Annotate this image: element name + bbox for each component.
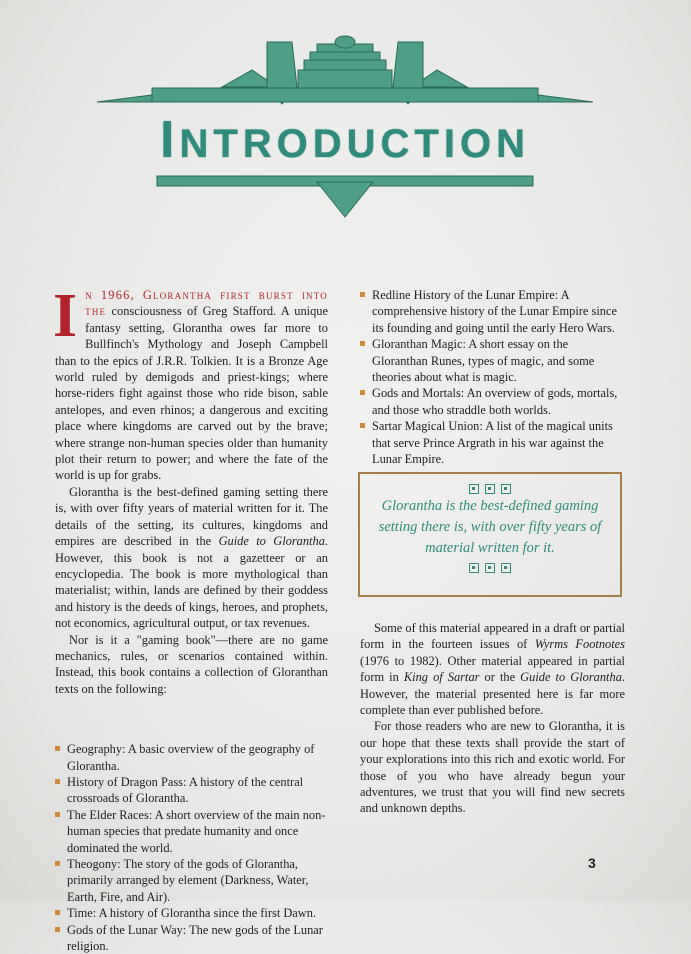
rune-ornament-bottom: [360, 563, 620, 573]
list-item: [360, 418, 625, 467]
list-text: Gods and Mortals: An overview of gods, mortals, and those who straddle both worlds.: [372, 386, 618, 417]
bullet-icon: [55, 746, 60, 751]
text: or the: [479, 670, 521, 685]
text: (1976 to 1982). Other material appeared in partial form in: [360, 653, 625, 685]
intro-paragraph-1: [53, 282, 328, 484]
list-item: [55, 905, 328, 921]
bullet-icon: [55, 910, 60, 915]
lead-in: n 1966, Glorantha first burst into the: [85, 288, 328, 319]
drop-cap: I: [53, 282, 78, 350]
list-text: Redline History of the Lunar Empire: A comprehensive history of the Lunar Empire since its founding and going until the early Hero Wars.: [372, 288, 617, 335]
intro-paragraph-2: [55, 484, 328, 632]
list-text: Sartar Magical Union: A list of the magical units that serve Prince Argrath in his war against the Lunar Empire.: [372, 419, 613, 467]
closing-paragraph-2: For those readers who are new to Glorantha, it is our hope that these texts shall provide the start of your explorations into this rich and exotic world. For those of you who have already begun your adventures, we trust that you will find new secrets and unknown depths.: [360, 719, 625, 816]
bullet-icon: [55, 779, 60, 784]
intro-paragraph-3: Nor is it a "gaming book"—there are no game mechanics, rules, or scenarios contained within. Instead, this book contains a collection of Gloranthan texts on the following:: [55, 632, 328, 696]
title-initial: I: [160, 111, 180, 169]
contents-list-right: [360, 287, 625, 467]
rune-icon: [485, 563, 495, 573]
book-title: Wyrms Footnotes: [534, 637, 625, 652]
page-number: 3: [588, 855, 596, 871]
rune-icon: [485, 484, 495, 494]
list-text: Gloranthan Magic: A short essay on the Gloranthan Runes, types of magic, and some theories about what is magic.: [372, 337, 595, 385]
list-text: Theogony: The story of the gods of Glorantha, primarily arranged by element (Darkness, Water, Earth, Fire, and Air).: [67, 857, 309, 904]
list-item: [360, 336, 625, 385]
list-text: Gods of the Lunar Way: The new gods of the Lunar religion.: [67, 922, 323, 954]
text: . However, this book is not a gazetteer or an encyclopedia. The book is more mythological than materialist; within, lands are defined by their goddess and history is the deeds of kings, heroes, and prophets, not economics, agricultural output, or tax revenues.: [55, 534, 329, 631]
bullet-icon: [55, 861, 60, 866]
right-column: [360, 287, 625, 467]
list-item: [55, 774, 328, 807]
bullet-icon: [360, 292, 365, 297]
book-title: King of Sartar: [403, 670, 480, 685]
bullet-icon: [360, 341, 365, 346]
list-text: Time: A history of Glorantha since the first Dawn.: [67, 906, 317, 921]
list-item: [55, 741, 328, 774]
list-item: [360, 287, 625, 336]
list-text: The Elder Races: A short overview of the main non-human species that predate humanity and once dominated the world.: [67, 807, 326, 855]
left-column: [53, 282, 329, 954]
list-item: [55, 856, 328, 905]
bullet-icon: [360, 423, 365, 428]
list-text: History of Dragon Pass: A history of the central crossroads of Glorantha.: [67, 774, 304, 806]
rune-icon: [469, 563, 479, 573]
page-title: [92, 110, 598, 170]
book-title: Guide to Glorantha: [520, 670, 622, 685]
bullet-icon: [55, 812, 60, 817]
list-item: [360, 385, 625, 418]
intro-text: consciousness of Greg Stafford. A unique fantasy setting, Glorantha owes far more to Bullfinch's Mythology and Joseph Campbell than to the epics of J.R.R. Tolkien. It is a Bronze Age world ruled by demigods and priest-kings; where horse-riders fight against those who ride bison, sable antelopes, and even rhinos; a dangerous and exciting place where kingdoms are carved out by the brave; where strange non-human species older than humanity plot their return to power; and where the fate of the world is up for grabs.: [55, 304, 328, 483]
closing-text: [360, 620, 625, 817]
list-item: [55, 807, 328, 856]
text: Glorantha is the best-defined gaming setting there is, with over fifty years of material written for it. The details of the setting, its cultures, kingdoms and empires are described in the: [55, 484, 328, 549]
rune-icon: [501, 563, 511, 573]
text: Some of this material appeared in a draft or partial form in the fourteen issues of: [360, 621, 625, 652]
pull-quote: [358, 472, 622, 597]
title-rest: NTRODUCTION: [179, 122, 530, 166]
bullet-icon: [55, 927, 60, 932]
contents-list-left: [55, 741, 328, 954]
list-item: [55, 922, 328, 954]
pull-quote-text: Glorantha is the best-defined gaming setting there is, with over fifty years of material written for it.: [378, 498, 602, 556]
rune-icon: [469, 484, 479, 494]
text: . However, the material presented here is far more complete than ever published before.: [360, 670, 625, 718]
book-title: Guide to Glorantha: [218, 534, 325, 549]
rune-icon: [501, 484, 511, 494]
chapter-header: [92, 32, 598, 227]
bullet-icon: [360, 390, 365, 395]
closing-paragraph-1: [360, 620, 625, 718]
list-text: Geography: A basic overview of the geography of Glorantha.: [67, 742, 315, 773]
rune-ornament-top: [360, 484, 620, 494]
